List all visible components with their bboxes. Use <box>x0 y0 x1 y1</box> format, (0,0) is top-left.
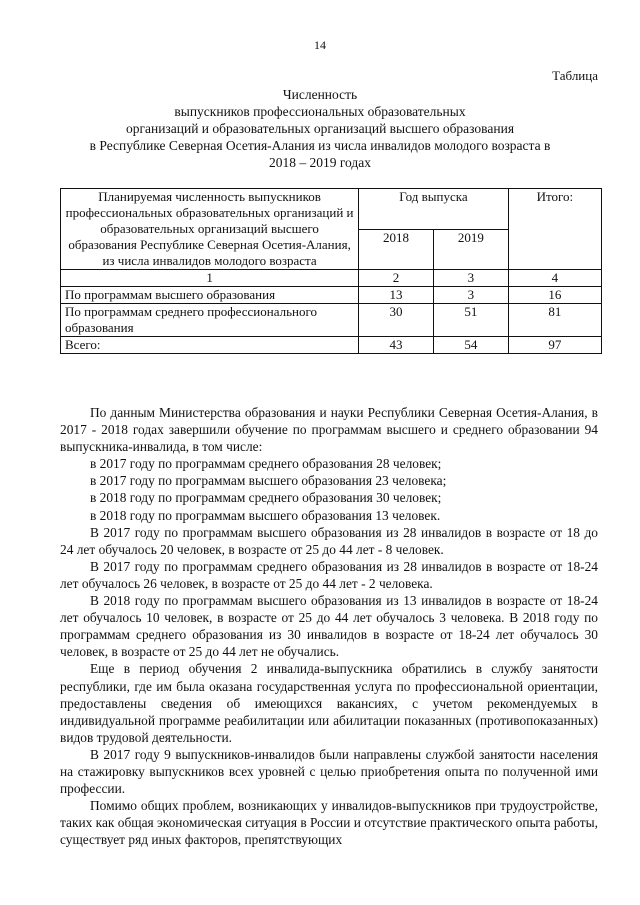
graduates-table <box>60 188 602 354</box>
table-row <box>61 287 602 304</box>
paragraph: Помимо общих проблем, возникающих у инвалидов-выпускников при трудоустройстве, таких как общая экономическая ситуация в России и отсутствие практического опыта работы, существует ряд иных факторов, препятствующих <box>60 798 598 848</box>
row-label: Всего: <box>61 337 359 354</box>
table-total-row <box>61 337 602 354</box>
list-item: в 2018 году по программам среднего образования 30 человек; <box>90 490 442 506</box>
column-number: 4 <box>508 270 601 287</box>
header-total: Итого: <box>508 189 601 270</box>
table-title <box>48 86 592 171</box>
list-item: в 2017 году по программам среднего образования 28 человек; <box>90 456 442 472</box>
row-label: По программам среднего профессионального образования <box>61 304 359 337</box>
title-line: Численность <box>282 87 358 102</box>
paragraph: Еще в период обучения 2 инвалида-выпускника обратились в службу занятости республики, где им была оказана государственная услуга по профессиональной ориентации, предоставлены сведения об имеющихся вакансиях, с учетом рекомендуемых в индивидуальной программе реабилитации или абилитации показанных (противопоказанных) видов трудовой деятельности. <box>60 661 598 745</box>
paragraph: По данным Министерства образования и науки Республики Северная Осетия-Алания, в 2017 - 2018 годах завершили обучение по программам высшего и среднего образовании 94 выпускника-инвалида, в том числе: <box>60 405 598 455</box>
column-number: 2 <box>359 270 434 287</box>
cell-total: 16 <box>508 287 601 304</box>
paragraph: В 2017 году по программам среднего образования из 28 инвалидов в возрасте от 18-24 лет обучалось 26 человек, в возрасте от 25 до 44 лет - 2 человека. <box>60 558 598 591</box>
body-text <box>60 404 598 848</box>
header-year-group: Год выпуска <box>359 189 509 230</box>
row-label: По программам высшего образования <box>61 287 359 304</box>
table-row <box>61 304 602 337</box>
cell-2019: 3 <box>433 287 508 304</box>
paragraph: В 2017 году по программам высшего образования из 28 инвалидов в возрасте от 18 до 24 лет обучалось 20 человек, в возрасте от 25 до 44 лет - 8 человек. <box>60 524 598 557</box>
title-line: в Республике Северная Осетия-Алания из числа инвалидов молодого возраста в <box>89 138 551 153</box>
header-year-2018: 2018 <box>359 229 434 270</box>
cell-2018: 13 <box>359 287 434 304</box>
table-label: Таблица <box>552 68 598 83</box>
title-line: выпускников профессиональных образовательных <box>174 104 466 119</box>
table-header-row <box>61 189 602 230</box>
table-numbering-row <box>61 270 602 287</box>
list-item: в 2018 году по программам высшего образования 13 человек. <box>90 507 441 523</box>
page-number: 14 <box>314 38 326 52</box>
header-description: Планируемая численность выпускников профессиональных образовательных организаций и образовательных организаций высшего образования Республике Северная Осетия-Алания, из числа инвалидов молодого возраста <box>61 189 359 270</box>
cell-total: 97 <box>508 337 601 354</box>
title-line: 2018 – 2019 годах <box>268 155 372 170</box>
cell-2018: 30 <box>359 304 434 337</box>
cell-2018: 43 <box>359 337 434 354</box>
cell-2019: 54 <box>433 337 508 354</box>
cell-total: 81 <box>508 304 601 337</box>
cell-2019: 51 <box>433 304 508 337</box>
header-year-2019: 2019 <box>433 229 508 270</box>
title-line: организаций и образовательных организаций высшего образования <box>125 121 515 136</box>
paragraph: В 2017 году 9 выпускников-инвалидов были направлены службой занятости населения на стажировку выпускников всех уровней с целью приобретения опыта по полученной ими профессии. <box>60 746 598 797</box>
paragraph: В 2018 году по программам высшего образования из 13 инвалидов в возрасте от 18-24 лет обучалось 10 человек, в возрасте от 25 до 44 лет обучалось 3 человека. В 2018 году по программам среднего образования из 30 инвалидов в возрасте от 18-24 лет обучалось 30 человек, в возрасте от 25 до 44 лет не обучались. <box>60 593 598 660</box>
column-number: 1 <box>61 270 359 287</box>
list-item: в 2017 году по программам высшего образования 23 человека; <box>90 473 447 489</box>
column-number: 3 <box>433 270 508 287</box>
